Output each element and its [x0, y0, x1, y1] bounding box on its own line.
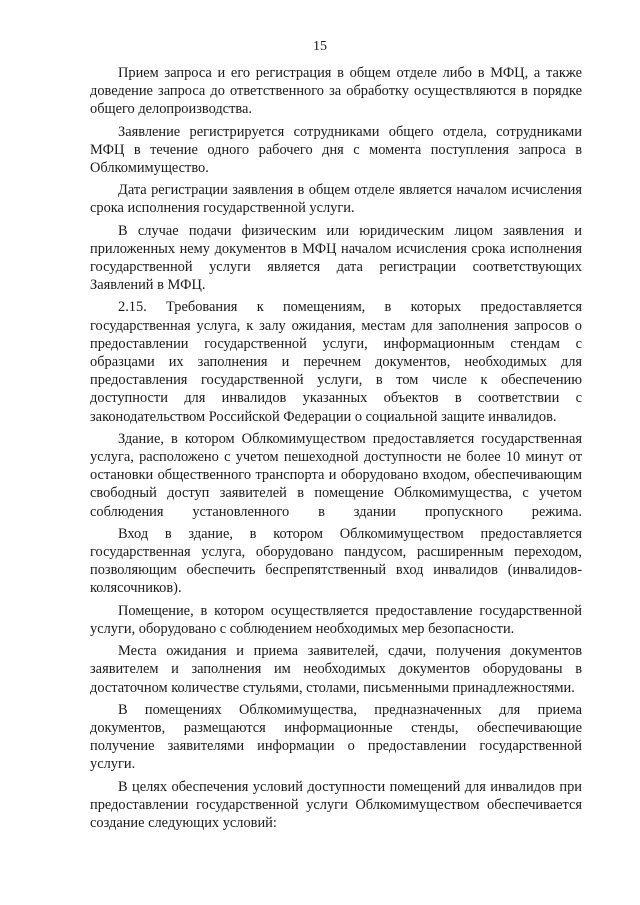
paragraph-waiting-areas: Места ожидания и приема заявителей, сдачи, получения документов заявителем и заполнения им необходимых документов оборудованы в достаточном количестве стульями, столами, письменными принадлежностями. — [90, 643, 582, 696]
paragraph-registration-date: Дата регистрации заявления в общем отделе является началом исчисления срока исполнения государственной услуги. — [90, 182, 582, 217]
paragraph-request-registration: Прием запроса и его регистрация в общем отделе либо в МФЦ, а также доведение запроса до ответственного за обработку осуществляются в порядке общего делопроизводства. — [90, 65, 582, 118]
page-number: 15 — [313, 39, 327, 54]
paragraph-building-entrance: Вход в здание, в котором Облкомимуществом предоставляется государственная услуга, оборудовано пандусом, расширенным переходом, позволяющим обеспечить беспрепятственный вход инвалидов (инвалидов-колясочников). — [90, 525, 582, 597]
paragraph-application-registration: Заявление регистрируется сотрудниками общего отдела, сотрудниками МФЦ в течение одного рабочего дня с момента поступления запроса в Облкомимущество. — [90, 123, 582, 177]
paragraph-information-stands: В помещениях Облкомимущества, предназначенных для приема документов, размещаются информационные стенды, обеспечивающие получение заявителями информации о предоставлении государственной услуги. — [90, 701, 582, 773]
paragraph-premises-safety: Помещение, в котором осуществляется предоставление государственной услуги, оборудовано с соблюдением необходимых мер безопасности. — [90, 602, 582, 637]
paragraph-building-location: Здание, в котором Облкомимуществом предоставляется государственная услуга, расположено с учетом пешеходной доступности не более 10 минут от остановки общественного транспорта и оборудовано входом, обеспечивающим свободный доступ заявителей в помещение Облкомимущества, с учетом соблюдения установленного в здании пропускного режима. — [90, 430, 582, 520]
paragraph-section-2-15: 2.15. Требования к помещениям, в которых предоставляется государственная услуга, к залу ожидания, местам для заполнения запросов о предоставлении государственной услуги, информационным стендам с образцами их заполнения и перечнем документов, необходимых для предоставления государственной услуги, в том числе к обеспечению доступности для инвалидов указанных объектов в соответствии с законодательством Российской Федерации о социальной защите инвалидов. — [90, 299, 582, 425]
document-body — [90, 64, 582, 832]
paragraph-mfc-submission: В случае подачи физическим или юридическим лицом заявления и приложенных нему документов в МФЦ началом исчисления срока исполнения государственной услуги является дата регистрации соответствующих Заявлений в МФЦ. — [90, 222, 582, 294]
paragraph-accessibility-conditions: В целях обеспечения условий доступности помещений для инвалидов при предоставлении государственной услуги Облкомимуществом обеспечивается создание следующих условий: — [90, 778, 582, 831]
